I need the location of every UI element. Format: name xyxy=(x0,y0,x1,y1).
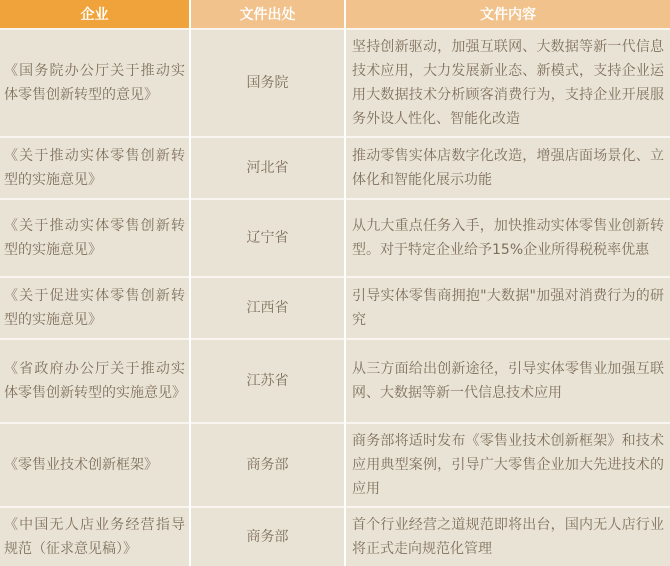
content-cell: 从三方面给出创新途径，引导实体零售业加强互联网、大数据等新一代信息技术应用 xyxy=(345,339,670,423)
column-header-enterprise: 企业 xyxy=(0,0,190,29)
table-row xyxy=(0,507,670,566)
content-cell: 从九大重点任务入手，加快推动实体零售业创新转型。对于特定企业给予15%企业所得税税率优惠 xyxy=(345,199,670,277)
table-body xyxy=(0,29,670,566)
enterprise-cell: 《中国无人店业务经营指导规范（征求意见稿）》 xyxy=(0,507,190,566)
column-header-source: 文件出处 xyxy=(190,0,345,29)
source-cell: 商务部 xyxy=(190,507,345,566)
content-cell: 推动零售实体店数字化改造，增强店面场景化、立体化和智能化展示功能 xyxy=(345,137,670,199)
source-cell: 商务部 xyxy=(190,423,345,507)
table-row xyxy=(0,277,670,339)
content-cell: 商务部将适时发布《零售业技术创新框架》和技术应用典型案例，引导广大零售企业加大先进技术的应用 xyxy=(345,423,670,507)
table-row xyxy=(0,199,670,277)
enterprise-cell: 《关于推动实体零售创新转型的实施意见》 xyxy=(0,199,190,277)
table-row xyxy=(0,339,670,423)
enterprise-cell: 《国务院办公厅关于推动实体零售创新转型的意见》 xyxy=(0,29,190,137)
source-cell: 河北省 xyxy=(190,137,345,199)
enterprise-cell: 《关于推动实体零售创新转型的实施意见》 xyxy=(0,137,190,199)
column-header-content: 文件内容 xyxy=(345,0,670,29)
table-row xyxy=(0,423,670,507)
table-header xyxy=(0,0,670,29)
table-row xyxy=(0,137,670,199)
enterprise-cell: 《关于促进实体零售创新转型的实施意见》 xyxy=(0,277,190,339)
source-cell: 江西省 xyxy=(190,277,345,339)
enterprise-cell: 《零售业技术创新框架》 xyxy=(0,423,190,507)
table-row xyxy=(0,29,670,137)
content-cell: 引导实体零售商拥抱"大数据"加强对消费行为的研究 xyxy=(345,277,670,339)
header-row xyxy=(0,0,670,29)
content-cell: 首个行业经营之道规范即将出台，国内无人店行业将正式走向规范化管理 xyxy=(345,507,670,566)
source-cell: 国务院 xyxy=(190,29,345,137)
source-cell: 辽宁省 xyxy=(190,199,345,277)
source-cell: 江苏省 xyxy=(190,339,345,423)
content-cell: 坚持创新驱动，加强互联网、大数据等新一代信息技术应用，大力发展新业态、新模式，支持企业运用大数据技术分析顾客消费行为，支持企业开展服务外设人性化、智能化改造 xyxy=(345,29,670,137)
enterprise-cell: 《省政府办公厅关于推动实体零售创新转型的实施意见》 xyxy=(0,339,190,423)
